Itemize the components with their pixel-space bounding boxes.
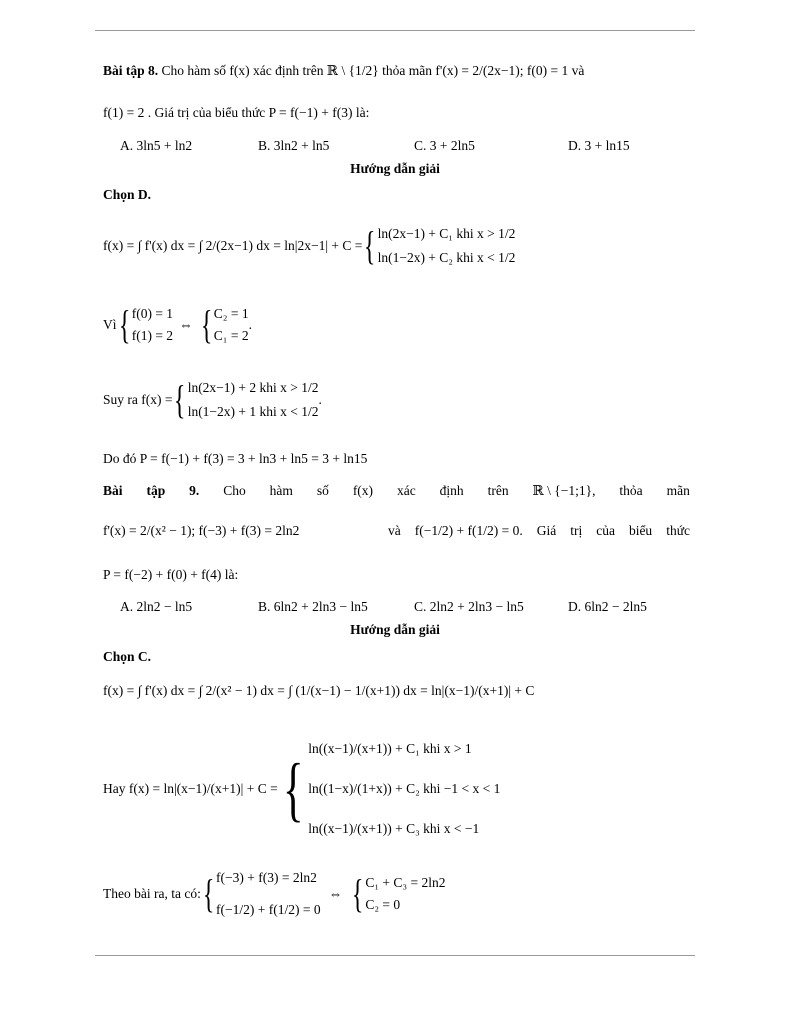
ex9-line1-word: f(x): [352, 483, 374, 498]
ex9-hay-case2: ln((1−x)/(1+x)) + C₂ khi −1 < x < 1: [308, 780, 501, 796]
ex9-theo-res2: C₂ = 0: [365, 896, 401, 912]
brace-icon: {: [200, 301, 212, 347]
ex9-choice: Chọn C.: [103, 649, 152, 664]
ex8-vi-cond2: f(1) = 2: [131, 327, 174, 343]
ex8-conclusion: Do đó P = f(−1) + f(3) = 3 + ln3 + ln5 = 3 + ln15: [103, 451, 368, 466]
ex8-suyra: Suy ra f(x) = { ln(2x−1) + 2 khi x > 1/2 ln(1−2x) + 1 khi x < 1/2 .: [103, 366, 322, 433]
ex9-line2-word: Giá: [536, 523, 557, 538]
ex8-vi-label: Vì: [103, 316, 117, 332]
ex9-theo-res1: C₁ + C₃ = 2ln2: [365, 874, 446, 890]
ex9-line1-word: hàm: [269, 483, 293, 498]
ex9-line2-word: f(−1/2) + f(1/2) = 0.: [414, 523, 523, 538]
brace-icon: {: [202, 870, 215, 916]
ex9-line2: [103, 522, 690, 540]
ex9-line1-word: tập: [146, 483, 166, 498]
ex8-choice: Chọn D.: [103, 187, 152, 202]
ex9-line3: P = f(−2) + f(0) + f(4) là:: [103, 567, 239, 582]
ex9-option-d: D. 6ln2 − 2ln5: [568, 599, 647, 614]
ex9-hay-case3: ln((x−1)/(x+1)) + C₃ khi x < −1: [308, 820, 480, 836]
ex9-line1-word: mãn: [666, 483, 690, 498]
ex9-hay-label: Hay f(x) = ln|(x−1)/(x+1)| + C =: [103, 780, 278, 796]
ex9-line2-word: biểu: [628, 523, 653, 538]
brace-icon: {: [174, 376, 186, 422]
brace-icon: {: [351, 870, 364, 916]
ex9-option-a: A. 2ln2 − ln5: [120, 599, 193, 614]
ex9-option-c: C. 2ln2 + 2ln3 − ln5: [414, 599, 524, 614]
ex9-theo-cond1: f(−3) + f(3) = 2ln2: [216, 869, 317, 885]
ex9-hay-case1: ln((x−1)/(x+1)) + C₁ khi x > 1: [308, 740, 472, 756]
ex8-vi-res1: C₂ = 1: [213, 305, 249, 321]
ex9-line2-word: của: [596, 523, 615, 538]
ex8-option-c: C. 3 + 2ln5: [414, 138, 475, 153]
ex9-line1-word: ℝ \ {−1;1},: [532, 483, 596, 498]
ex8-suyra-case2: ln(1−2x) + 1 khi x < 1/2: [187, 403, 319, 419]
ex8-step1: [103, 214, 515, 277]
brace-icon: {: [282, 748, 304, 829]
ex9-line1-word: Bài: [103, 483, 123, 498]
ex9-step1: f(x) = ∫ f'(x) dx = ∫ 2/(x² − 1) dx = ∫ (1/(x−1) − 1/(x+1)) dx = ln|(x−1)/(x+1)| + C: [103, 683, 535, 698]
ex9-line1-word: số: [316, 483, 329, 498]
header-rule: [95, 30, 695, 31]
equivalence-icon: ⇔: [179, 316, 193, 332]
ex9-line2-word: và: [388, 523, 401, 538]
ex8-suyra-case1: ln(2x−1) + 2 khi x > 1/2: [187, 379, 319, 395]
ex8-line2: f(1) = 2 . Giá trị của biểu thức P = f(−1) + f(3) là:: [103, 105, 370, 120]
ex9-hay: [103, 728, 500, 849]
ex8-option-d: D. 3 + ln15: [568, 138, 630, 153]
ex8-heading: Hướng dẫn giải: [350, 161, 440, 176]
brace-icon: {: [118, 301, 130, 347]
ex9-line1: [103, 482, 690, 500]
ex8-vi-res2: C₁ = 2: [213, 327, 249, 343]
ex8-step1-case2: ln(1−2x) + C₂ khi x < 1/2: [377, 249, 516, 265]
brace-icon: {: [364, 222, 376, 268]
ex9-option-b: B. 6ln2 + 2ln3 − ln5: [258, 599, 368, 614]
ex9-heading: Hướng dẫn giải: [350, 622, 440, 637]
footer-rule: [95, 955, 695, 956]
ex8-label: Bài tập 8.: [103, 63, 159, 78]
ex9-line1-word: thỏa: [619, 483, 643, 498]
ex8-vi-cond1: f(0) = 1: [131, 305, 174, 321]
ex8-option-a: A. 3ln5 + ln2: [120, 138, 193, 153]
ex9-line1-word: định: [439, 483, 464, 498]
ex9-theo-label: Theo bài ra, ta có:: [103, 885, 201, 901]
equivalence-icon: ⇔: [328, 885, 343, 901]
ex8-statement-1: Cho hàm số f(x) xác định trên ℝ \ {1/2} thỏa mãn f'(x) = 2/(2x−1); f(0) = 1 và: [161, 63, 585, 78]
ex8-step1-case1: ln(2x−1) + C₁ khi x > 1/2: [377, 225, 516, 241]
ex9-line2-left: f'(x) = 2/(x² − 1); f(−3) + f(3) = 2ln2: [103, 523, 300, 538]
ex8-step1-expr: f(x) = ∫ f'(x) dx = ∫ 2/(2x−1) dx = ln|2x−1| + C =: [103, 237, 363, 253]
ex8-suyra-label: Suy ra f(x) =: [103, 391, 173, 407]
ex9-theo-cond2: f(−1/2) + f(1/2) = 0: [216, 901, 321, 917]
ex8-line1: [103, 62, 584, 80]
ex9-line2-word: thức: [666, 523, 690, 538]
ex9-line1-word: xác: [397, 483, 416, 498]
ex9-line1-word: Cho: [223, 483, 246, 498]
ex9-line1-word: trên: [487, 483, 509, 498]
ex9-theo: [103, 858, 445, 929]
ex8-vi: Vì { f(0) = 1 f(1) = 2 ⇔ { C₂ = 1 C₁ = 2 .: [103, 301, 252, 347]
ex9-line2-word: trị: [570, 523, 583, 538]
ex9-line1-word: 9.: [189, 483, 200, 498]
ex8-option-b: B. 3ln2 + ln5: [258, 138, 330, 153]
